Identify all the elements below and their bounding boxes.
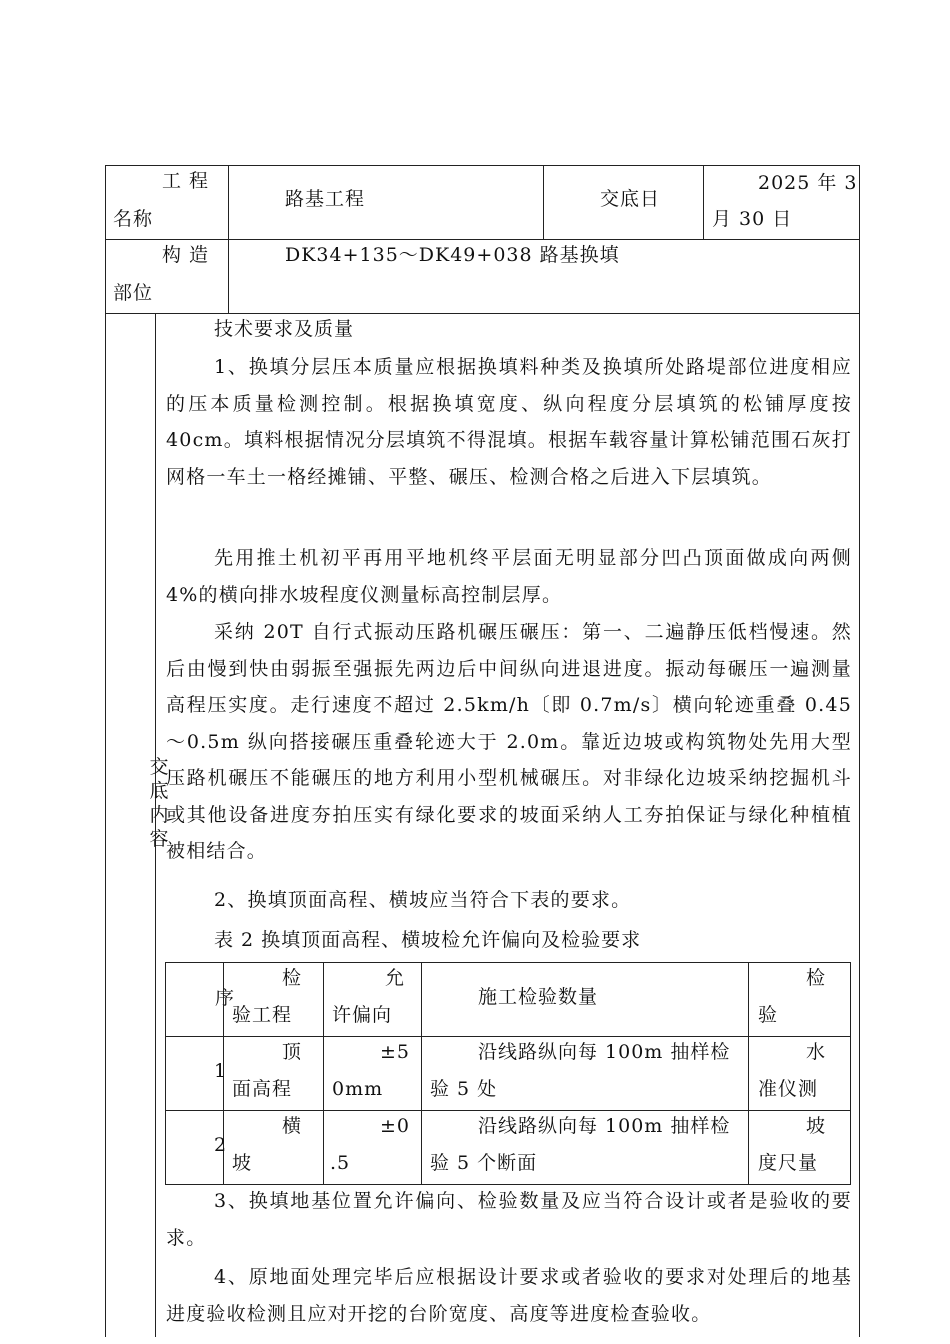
row1-seq: 1 xyxy=(214,1060,228,1082)
part-label-bottom: 部位 xyxy=(113,282,154,304)
date-label-divider-left xyxy=(543,165,544,239)
row2-qty-top: 沿线路纵向每 100m 抽样检 xyxy=(478,1115,731,1137)
outer-right-border xyxy=(859,165,860,1337)
row1-tol-top: ±5 xyxy=(380,1041,411,1063)
project-label-top: 工 程 xyxy=(162,170,210,192)
row2-item-top: 横 xyxy=(282,1115,303,1137)
row1-qty-top: 沿线路纵向每 100m 抽样检 xyxy=(478,1041,731,1063)
project-label-bottom: 名称 xyxy=(113,208,154,230)
date-value-bottom: 月 30 日 xyxy=(712,208,793,230)
th-method-bottom: 验 xyxy=(758,1004,779,1026)
table-col-border xyxy=(421,962,422,1184)
date-value-top: 2025 年 3 xyxy=(758,172,858,194)
side-label-char: 交 xyxy=(149,756,169,778)
table-right-border xyxy=(850,962,851,1184)
row2-method-top: 坡 xyxy=(806,1115,827,1137)
th-tol-top: 允 xyxy=(385,967,406,989)
table-caption: 表 2 换填顶面高程、横坡检允许偏向及检验要求 xyxy=(214,929,642,951)
row2-tol-top: ±0 xyxy=(380,1115,411,1137)
section-title: 技术要求及质量 xyxy=(214,318,355,340)
paragraph-2: 先用推土机初平再用平地机终平层面无明显部分凹凸顶面做成向两侧 4%的横向排水坡程度仪测量标高控制层厚。 xyxy=(166,547,852,606)
date-label: 交底日 xyxy=(600,188,661,210)
row2-qty-bottom: 验 5 个断面 xyxy=(430,1152,538,1174)
part-value: DK34+135～DK49+038 路基换填 xyxy=(285,244,620,266)
paragraph-5: 3、换填地基位置允许偏向、检验数量及应当符合设计或者是验收的要求。 xyxy=(166,1190,852,1249)
row1-bottom-border xyxy=(105,239,860,240)
th-item-bottom: 验工程 xyxy=(232,1004,293,1026)
paragraph-3: 采纳 20T 自行式振动压路机碾压碾压：第一、二遍静压低档慢速。然后由慢到快由弱振至强振先两边后中间纵向进退进度。振动每碾压一遍测量高程压实度。走行速度不超过 2.5km/h〔即 0.7m/s〕横向轮迹重叠 0.45～0.5m 纵向搭接碾压重叠轮迹大于 2.0m。靠近边坡或构筑物处先用大型压路机碾压不能碾压的地方利用小型机械碾压。对非绿化边坡采纳挖掘机斗或其他设备进度夯拍压实有绿化要求的坡面采纳人工夯拍保证与绿化种植植被相结合。 xyxy=(166,621,852,862)
outer-left-border xyxy=(105,165,106,1337)
label-col-divider xyxy=(228,165,229,313)
row1-tol-bottom: 0mm xyxy=(332,1078,384,1100)
table-left-border xyxy=(165,962,166,1184)
th-item-top: 检 xyxy=(282,967,303,989)
row1-method-bottom: 准仪测 xyxy=(758,1078,819,1100)
part-label-top: 构 造 xyxy=(162,244,210,266)
row1-method-top: 水 xyxy=(806,1041,827,1063)
row2-tol-bottom: .5 xyxy=(330,1152,351,1174)
paragraph-4: 2、换填顶面高程、横坡应当符合下表的要求。 xyxy=(214,889,632,911)
th-method-top: 检 xyxy=(806,967,827,989)
project-value: 路基工程 xyxy=(285,188,366,210)
row2-item-bottom: 坡 xyxy=(232,1152,253,1174)
date-label-divider-right xyxy=(703,165,704,239)
row2-bottom-border xyxy=(105,313,860,314)
paragraph-6: 4、原地面处理完毕后应根据设计要求或者验收的要求对处理后的地基进度验收检测且应对开挖的台阶宽度、高度等进度检查验收。 xyxy=(166,1266,852,1325)
row2-seq: 2 xyxy=(214,1134,228,1156)
table-col-border xyxy=(748,962,749,1184)
side-label-char: 容 xyxy=(149,828,169,850)
th-qty: 施工检验数量 xyxy=(478,986,599,1008)
paragraph-1: 1、换填分层压本质量应根据换填料种类及换填所处路堤部位进度相应的压本质量检测控制。根据换填宽度、纵向程度分层填筑的松铺厚度按 40cm。填料根据情况分层填筑不得混填。根据车载容量计算松铺范围石灰打网格一车土一格经摊铺、平整、碾压、检测合格之后进入下层填筑。 xyxy=(166,356,852,488)
side-label-char: 内 xyxy=(149,804,169,826)
row1-item-top: 顶 xyxy=(282,1041,303,1063)
outer-top-border xyxy=(105,165,860,166)
table-col-border xyxy=(323,962,324,1184)
row1-qty-bottom: 验 5 处 xyxy=(430,1078,498,1100)
side-label-char: 底 xyxy=(149,780,169,802)
th-seq: 序 xyxy=(215,987,236,1009)
row2-method-bottom: 度尺量 xyxy=(758,1152,819,1174)
row1-item-bottom: 面高程 xyxy=(232,1078,293,1100)
th-tol-bottom: 许偏向 xyxy=(332,1004,393,1026)
